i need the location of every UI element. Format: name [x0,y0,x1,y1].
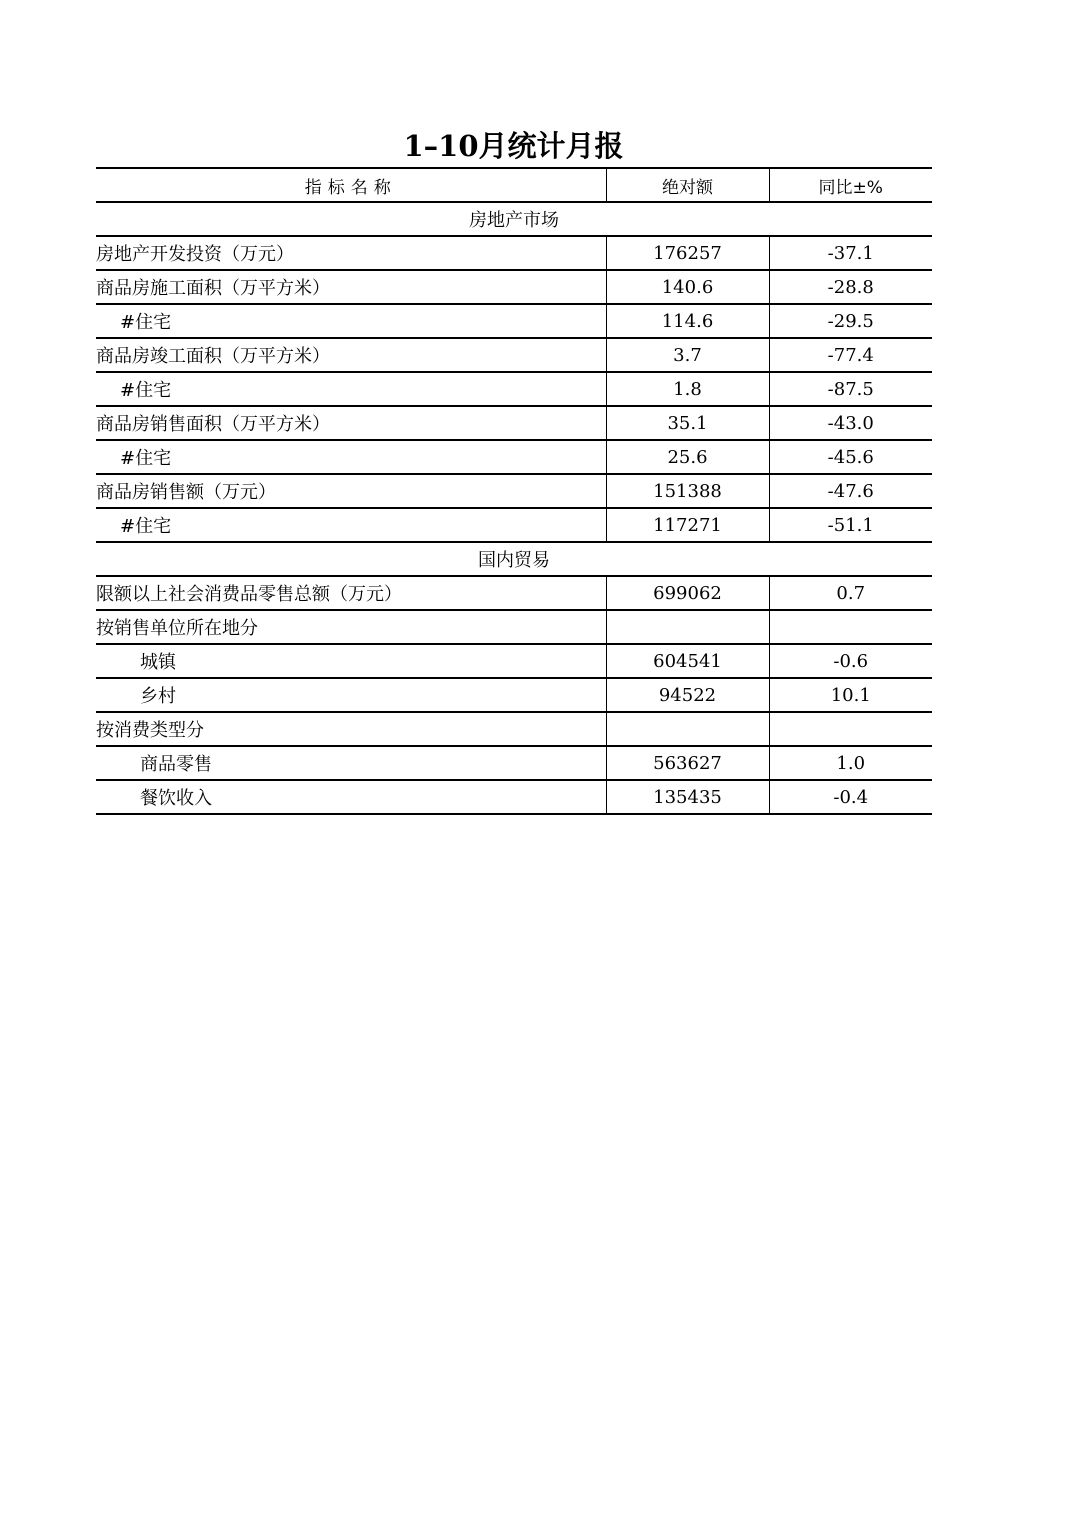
absolute-value: 25.6 [606,440,769,474]
table-row [96,474,932,508]
yoy-change: -51.1 [769,508,932,542]
absolute-value: 563627 [606,746,769,780]
absolute-value: 117271 [606,508,769,542]
indicator-name: #住宅 [96,440,606,474]
yoy-change: -37.1 [769,236,932,270]
indicator-name: 房地产开发投资（万元） [96,236,606,270]
yoy-change [769,610,932,644]
table-row [96,338,932,372]
indicator-name: 商品房竣工面积（万平方米） [96,338,606,372]
absolute-value: 176257 [606,236,769,270]
absolute-value: 1.8 [606,372,769,406]
table-row [96,746,932,780]
statistics-table [96,167,932,815]
absolute-value: 151388 [606,474,769,508]
indicator-name: 餐饮收入 [96,780,606,814]
indicator-name: #住宅 [96,304,606,338]
table-row [96,712,932,746]
absolute-value: 604541 [606,644,769,678]
absolute-value: 135435 [606,780,769,814]
indicator-name: 限额以上社会消费品零售总额（万元） [96,576,606,610]
table-row [96,644,932,678]
table-row [96,270,932,304]
indicator-name: #住宅 [96,372,606,406]
indicator-name: 商品零售 [96,746,606,780]
header-yoy-change: 同比±% [769,168,932,202]
indicator-name: 商品房销售面积（万平方米） [96,406,606,440]
table-row [96,780,932,814]
absolute-value: 699062 [606,576,769,610]
table-body [96,202,932,814]
table-row [96,304,932,338]
absolute-value: 114.6 [606,304,769,338]
yoy-change: -28.8 [769,270,932,304]
section-row [96,202,932,236]
yoy-change: -47.6 [769,474,932,508]
absolute-value [606,610,769,644]
section-title: 国内贸易 [96,542,932,576]
indicator-name: #住宅 [96,508,606,542]
header-indicator-name: 指标名称 [96,168,606,202]
indicator-name: 商品房施工面积（万平方米） [96,270,606,304]
table-row [96,678,932,712]
table-row [96,610,932,644]
yoy-change: -45.6 [769,440,932,474]
yoy-change: -0.4 [769,780,932,814]
absolute-value [606,712,769,746]
absolute-value: 3.7 [606,338,769,372]
indicator-name: 城镇 [96,644,606,678]
table-row [96,440,932,474]
yoy-change: -29.5 [769,304,932,338]
yoy-change: -77.4 [769,338,932,372]
header-absolute-value: 绝对额 [606,168,769,202]
yoy-change: -87.5 [769,372,932,406]
absolute-value: 140.6 [606,270,769,304]
absolute-value: 35.1 [606,406,769,440]
table-row [96,372,932,406]
table-row [96,236,932,270]
indicator-name: 乡村 [96,678,606,712]
indicator-name: 按销售单位所在地分 [96,610,606,644]
yoy-change: 1.0 [769,746,932,780]
table-row [96,576,932,610]
yoy-change: 10.1 [769,678,932,712]
report-title: 1–10月统计月报 [403,129,624,163]
table-row [96,406,932,440]
indicator-name: 按消费类型分 [96,712,606,746]
yoy-change [769,712,932,746]
yoy-change: -0.6 [769,644,932,678]
yoy-change: 0.7 [769,576,932,610]
section-row [96,542,932,576]
absolute-value: 94522 [606,678,769,712]
yoy-change: -43.0 [769,406,932,440]
table-row [96,508,932,542]
table-header-row [96,168,932,202]
section-title: 房地产市场 [96,202,932,236]
indicator-name: 商品房销售额（万元） [96,474,606,508]
